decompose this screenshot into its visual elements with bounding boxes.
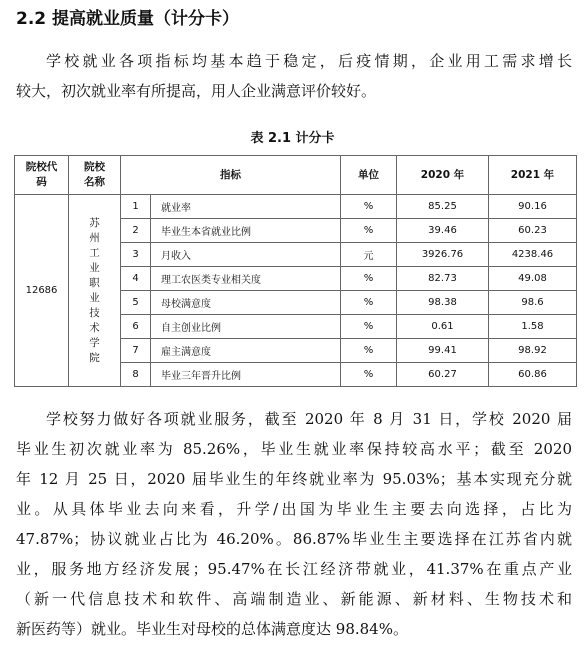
intro-line: 较大，初次就业率有所提高，用人企业满意评价较好。 xyxy=(16,82,377,100)
value-2020-cell: 0.61 xyxy=(397,315,489,339)
score-card-table xyxy=(14,155,577,387)
header-school-code: 院校代 码 xyxy=(15,156,69,195)
value-2020-cell: 3926.76 xyxy=(397,243,489,267)
indicator-cell: 就业率 xyxy=(151,195,341,219)
value-2021-cell: 60.23 xyxy=(489,219,577,243)
body-paragraph xyxy=(16,404,572,644)
unit-cell: % xyxy=(341,291,397,315)
header-2021: 2021 年 xyxy=(489,156,577,195)
value-2020-cell: 85.25 xyxy=(397,195,489,219)
value-2020-cell: 60.27 xyxy=(397,363,489,387)
indicator-cell: 雇主满意度 xyxy=(151,339,341,363)
header-unit: 单位 xyxy=(341,156,397,195)
row-number: 6 xyxy=(121,315,151,339)
value-2021-cell: 49.08 xyxy=(489,267,577,291)
value-2021-cell: 60.86 xyxy=(489,363,577,387)
header-2020: 2020 年 xyxy=(397,156,489,195)
school-code-cell: 12686 xyxy=(15,195,69,387)
unit-cell: % xyxy=(341,315,397,339)
unit-cell: % xyxy=(341,339,397,363)
value-2020-cell: 39.46 xyxy=(397,219,489,243)
indicator-cell: 母校满意度 xyxy=(151,291,341,315)
intro-line: 学校就业各项指标均基本趋于稳定，后疫情期，企业用工需求增长 xyxy=(46,52,572,70)
body-line: 毕业生初次就业率为 85.26%，毕业生就业率保持较高水平；截至 2020 xyxy=(16,440,572,458)
unit-cell: % xyxy=(341,219,397,243)
value-2021-cell: 98.6 xyxy=(489,291,577,315)
indicator-cell: 理工农医类专业相关度 xyxy=(151,267,341,291)
body-line: 学校努力做好各项就业服务，截至 2020 年 8 月 31 日，学校 2020 届 xyxy=(46,410,572,428)
section-heading: 2.2 提高就业质量（计分卡） xyxy=(16,9,240,29)
value-2021-cell: 90.16 xyxy=(489,195,577,219)
body-line: 年 12 月 25 日，2020 届毕业生的年终就业率为 95.03%；基本实现充分就 xyxy=(16,470,572,488)
row-number: 1 xyxy=(121,195,151,219)
row-number: 5 xyxy=(121,291,151,315)
value-2020-cell: 98.38 xyxy=(397,291,489,315)
indicator-cell: 自主创业比例 xyxy=(151,315,341,339)
row-number: 7 xyxy=(121,339,151,363)
table-caption: 表 2.1 计分卡 xyxy=(250,131,335,146)
indicator-cell: 毕业生本省就业比例 xyxy=(151,219,341,243)
row-number: 3 xyxy=(121,243,151,267)
header-school-name: 院校 名称 xyxy=(69,156,121,195)
value-2021-cell: 1.58 xyxy=(489,315,577,339)
row-number: 8 xyxy=(121,363,151,387)
unit-cell: 元 xyxy=(341,243,397,267)
body-line: 新医药等）就业。毕业生对母校的总体满意度达 98.84%。 xyxy=(16,620,408,638)
value-2021-cell: 98.92 xyxy=(489,339,577,363)
value-2021-cell: 4238.46 xyxy=(489,243,577,267)
unit-cell: % xyxy=(341,363,397,387)
indicator-cell: 月收入 xyxy=(151,243,341,267)
body-line: 47.87%；协议就业占比为 46.20%。86.87%毕业生主要选择在江苏省内就 xyxy=(16,530,572,548)
table-row xyxy=(15,195,577,219)
value-2020-cell: 99.41 xyxy=(397,339,489,363)
value-2020-cell: 82.73 xyxy=(397,267,489,291)
school-name-cell: 苏 州 工 业 职 业 技 术 学 院 xyxy=(69,195,121,387)
header-indicator: 指标 xyxy=(121,156,341,195)
intro-paragraph xyxy=(16,46,572,106)
unit-cell: % xyxy=(341,195,397,219)
table-header-row xyxy=(15,156,577,195)
indicator-cell: 毕业三年晋升比例 xyxy=(151,363,341,387)
body-line: 业。从具体毕业去向来看，升学/出国为毕业生主要去向选择，占比为 xyxy=(16,500,572,518)
body-line: 业，服务地方经济发展；95.47%在长江经济带就业，41.37%在重点产业 xyxy=(16,560,572,578)
row-number: 2 xyxy=(121,219,151,243)
unit-cell: % xyxy=(341,267,397,291)
row-number: 4 xyxy=(121,267,151,291)
body-line: （新一代信息技术和软件、高端制造业、新能源、新材料、生物技术和 xyxy=(16,590,572,608)
